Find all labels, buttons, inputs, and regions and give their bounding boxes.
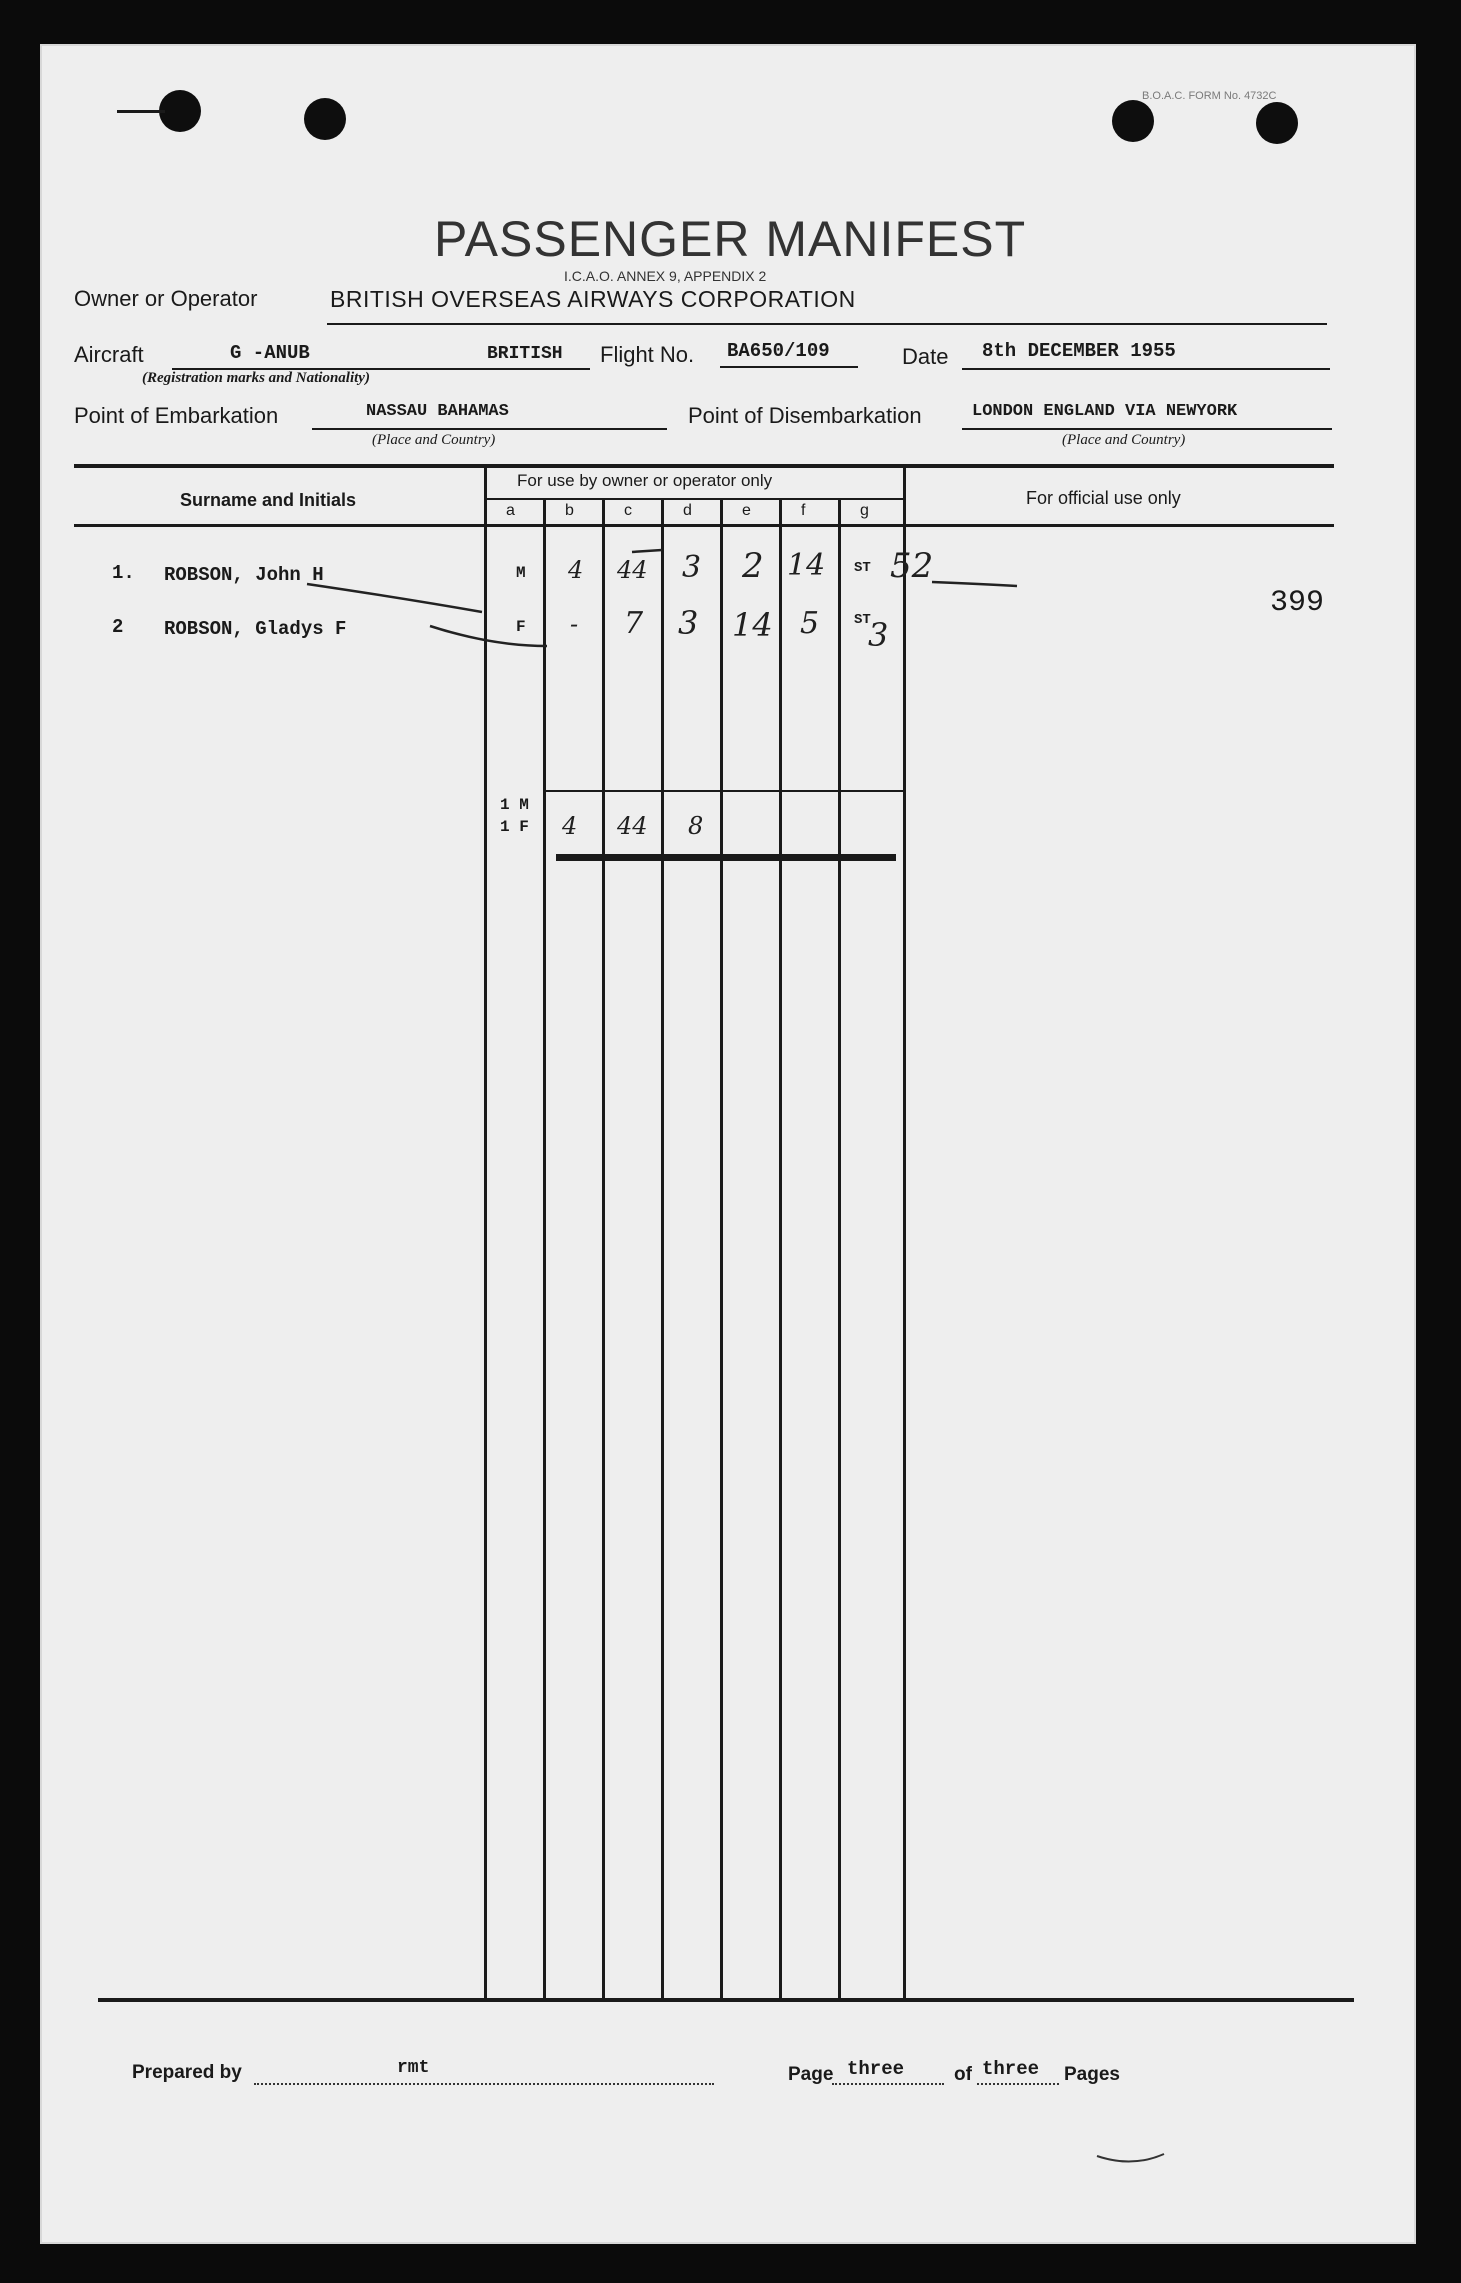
disembarkation-note: (Place and Country)	[1062, 432, 1186, 448]
embarkation-value: NASSAU BAHAMAS	[366, 402, 509, 421]
total-c: 44	[617, 812, 648, 840]
totals-top-rule	[543, 790, 903, 792]
embarkation-label: Point of Embarkation	[74, 403, 279, 428]
cell-g: ST	[854, 560, 871, 576]
date-value: 8th DECEMBER 1955	[982, 340, 1176, 362]
subcol-a: a	[506, 502, 515, 519]
aircraft-label: Aircraft	[74, 342, 144, 367]
prepared-by-line	[254, 2083, 714, 2085]
table-bottom-rule	[98, 1998, 1354, 2002]
cell-e: 14	[732, 606, 773, 644]
col-owner-use-header: For use by owner or operator only	[517, 471, 773, 490]
pen-stroke	[632, 550, 662, 552]
date-label: Date	[902, 344, 949, 369]
corner-mark	[1092, 2146, 1172, 2176]
totals-double-rule	[556, 854, 896, 861]
cell-c: 44	[617, 556, 648, 584]
total-d: 8	[688, 812, 704, 840]
page-line	[832, 2083, 944, 2085]
prepared-by-label: Prepared by	[132, 2062, 242, 2083]
aircraft-value: G -ANUB	[230, 342, 310, 364]
owner-value: BRITISH OVERSEAS AIRWAYS CORPORATION	[330, 286, 856, 312]
flight-value: BA650/109	[727, 340, 830, 362]
cell-d: 3	[678, 604, 699, 642]
subcol-b: b	[565, 502, 574, 519]
cell-c: 7	[624, 606, 644, 641]
page-subtitle: I.C.A.O. ANNEX 9, APPENDIX 2	[564, 268, 767, 284]
of-label: of	[954, 2064, 972, 2085]
cell-f: 5	[800, 606, 820, 641]
total-female: 1 F	[500, 818, 529, 836]
official-number: 399	[1270, 586, 1325, 620]
cell-e: 2	[742, 546, 764, 586]
handwritten-strokes	[42, 46, 1414, 746]
subcol-g: g	[860, 502, 869, 519]
nationality-value: BRITISH	[487, 344, 563, 364]
page-value: three	[847, 2058, 905, 2080]
subcol-d: d	[683, 502, 692, 519]
cell-d: 3	[682, 550, 702, 585]
cell-b: 4	[568, 556, 584, 584]
disembarkation-label: Point of Disembarkation	[688, 403, 922, 428]
cell-g: ST	[854, 612, 871, 628]
cell-a: M	[516, 564, 526, 582]
total-male: 1 M	[500, 796, 529, 814]
disembarkation-value: LONDON ENGLAND VIA NEWYORK	[972, 402, 1238, 421]
form-reference: B.O.A.C. FORM No. 4732C	[1142, 90, 1277, 102]
pen-stroke	[430, 626, 547, 646]
manifest-page	[40, 44, 1416, 2244]
col-official-header: For official use only	[1026, 488, 1181, 508]
pages-label: Pages	[1064, 2064, 1120, 2085]
cell-b: -	[570, 610, 579, 638]
cell-extra: 52	[890, 546, 934, 586]
page-title: PASSENGER MANIFEST	[434, 211, 1027, 267]
cell-f: 14	[787, 548, 826, 583]
pen-stroke	[307, 584, 482, 612]
flight-label: Flight No.	[600, 342, 695, 367]
embarkation-note: (Place and Country)	[372, 432, 496, 448]
cell-a: F	[516, 618, 526, 636]
owner-label: Owner or Operator	[74, 286, 258, 311]
page-label: Page	[788, 2064, 834, 2085]
passenger-name: ROBSON, Gladys F	[164, 618, 347, 640]
of-line	[977, 2083, 1059, 2085]
row-number: 2	[112, 616, 124, 638]
subcol-c: c	[624, 502, 632, 519]
pen-stroke	[932, 582, 1017, 586]
subcol-f: f	[801, 502, 806, 519]
total-b: 4	[562, 812, 578, 840]
col-surname-header: Surname and Initials	[180, 490, 357, 510]
cell-extra: 3	[868, 616, 889, 654]
of-value: three	[982, 2058, 1040, 2080]
subcol-e: e	[742, 502, 751, 519]
prepared-by-value: rmt	[397, 2058, 430, 2078]
row-number: 1.	[112, 562, 135, 584]
registration-note: (Registration marks and Nationality)	[142, 370, 370, 386]
passenger-name: ROBSON, John H	[164, 564, 324, 586]
